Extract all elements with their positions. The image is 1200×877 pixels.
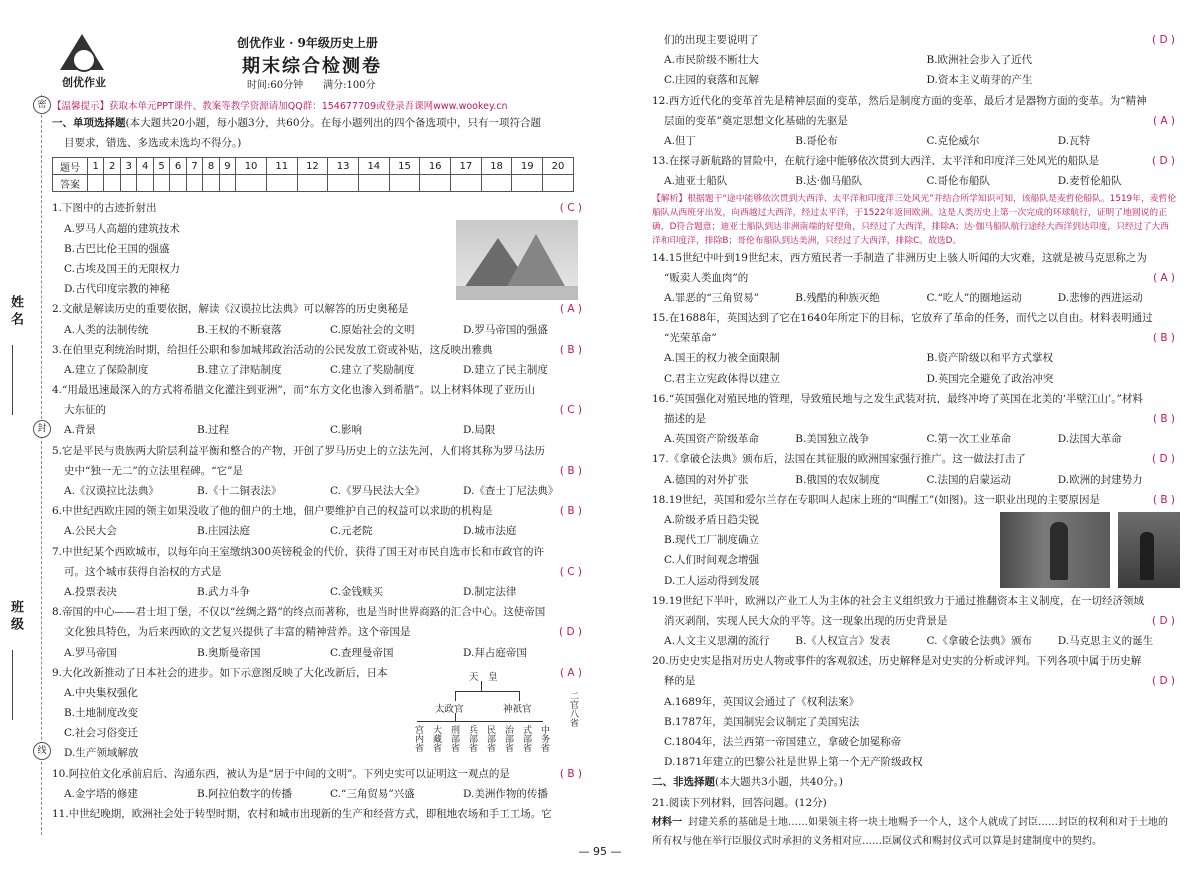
answer-mark: ( B ): [1152, 332, 1175, 345]
binding-margin: [0, 0, 48, 877]
question-8: 8.帝国的中心——君士坦丁堡，不仅以“丝绸之路”的终点而著称，也是当时世界商路的汇合中心。这使帝国: [52, 606, 546, 619]
question-12: 12.西方近代化的变革首先是精神层面的变革，然后是制度方面的变革，最后才是器物方面的变革。为“精神: [652, 94, 1147, 107]
options-row: A.罪恶的“三角贸易” B.残酷的种族灭绝 C.“吃人”的圈地运动 D.悲惨的西进运动: [664, 291, 1143, 304]
answer-mark: ( C ): [559, 404, 582, 417]
answer-cell[interactable]: [358, 175, 389, 192]
answer-mark: ( C ): [559, 565, 582, 578]
exam-header: [52, 0, 584, 112]
question-number-cell: 14: [358, 158, 389, 175]
answer-cell[interactable]: [137, 175, 153, 192]
question-10: 10.阿拉伯文化承前启后、沟通东西，被认为是“居于中间的文明”。下列史实可以证明这一观点的是 ( B ): [52, 764, 584, 784]
options-row: A.金字塔的修建 B.阿拉伯数字的传播 C.“三角贸易”兴盛 D.美洲作物的传播: [64, 787, 548, 800]
question-20: 20.历史史实是指对历史人物或事件的客观叙述，历史解释是对史实的分析或评判。下列各项中属于历史解: [652, 655, 1142, 668]
question-number-cell: 18: [481, 158, 512, 175]
diagram-leaf: 式部省: [521, 724, 531, 752]
diagram-leaf: 治部省: [503, 724, 513, 752]
options-row: A.建立了保险制度 B.建立了津贴制度 C.建立了奖励制度 D.建立了民主制度: [64, 363, 548, 376]
question-number-cell: 20: [543, 158, 574, 175]
answer-cell[interactable]: [266, 175, 297, 192]
question-number-cell: 19: [512, 158, 543, 175]
table-row: [53, 175, 574, 192]
question-19: 19.19世纪下半叶，欧洲以产业工人为主体的社会主义组织致力于通过推翻资本主义制度，在一切经济领域: [652, 594, 1145, 607]
answer-cell[interactable]: [512, 175, 543, 192]
diagram-leaf: 宫内省: [413, 724, 423, 752]
options-row: C.君主立宪政体得以建立 D.英国完全避免了政治冲突: [664, 372, 1054, 385]
question-number-cell: 2: [104, 158, 120, 175]
answer-cell[interactable]: [543, 175, 574, 192]
question-11: 11.中世纪晚期，欧洲社会处于转型时期，农村和城市出现新的生产和经营方式，即租地农场和手工工场。它: [52, 808, 552, 820]
question-number-cell: 16: [420, 158, 451, 175]
options-row: A.国王的权力被全面限制 B.资产阶级以和平方式掌权: [664, 352, 1054, 365]
diagram-leaf: 民部省: [485, 724, 495, 752]
answer-cell[interactable]: [170, 175, 186, 192]
option: A.阶级矛盾日趋尖锐: [664, 513, 759, 526]
question-17: 17.《拿破仑法典》颁布后，法国在其征服的欧洲国家强行推广。这一做法打击了 ( D ): [652, 449, 1177, 469]
question-number-cell: 3: [120, 158, 136, 175]
answer-mark: ( A ): [1152, 114, 1175, 127]
answer-grid: [52, 157, 574, 192]
question-5: 5.它是平民与贵族两大阶层利益平衡和整合的产物，开创了罗马历史上的立法先河，人们将其称为罗马法历: [52, 444, 546, 457]
options-row: A.英国资产阶级革命 B.美国独立战争 C.第一次工业革命 D.法国大革命: [664, 433, 1122, 446]
question-7: 7.中世纪某个西欧城市，以每年向王室缴纳300英镑税金的代价，获得了国王对市民自选市长和市政官的许: [52, 545, 545, 558]
answer-mark: ( D ): [559, 626, 582, 639]
logo-text: 创优作业: [62, 76, 106, 89]
answer-cell[interactable]: [481, 175, 512, 192]
answer-mark: ( B ): [1152, 413, 1175, 425]
answer-mark: ( B ): [559, 767, 582, 780]
answer-cell[interactable]: [389, 175, 420, 192]
option: D.生产领域解放: [64, 747, 139, 760]
seal-mark: 线: [33, 742, 51, 760]
taika-reform-diagram: [413, 669, 582, 769]
question-number-cell: 12: [297, 158, 328, 175]
answer-cell[interactable]: [219, 175, 235, 192]
question-number-cell: 7: [186, 158, 202, 175]
question-number-cell: 6: [170, 158, 186, 175]
options-row: C.庄园的衰落和瓦解 D.资本主义萌芽的产生: [664, 74, 1033, 87]
question-number-cell: 15: [389, 158, 420, 175]
question-number-cell: 11: [266, 158, 297, 175]
table-header-cell: 答案: [53, 175, 88, 192]
question-1: [52, 198, 584, 299]
seal-mark: 封: [33, 420, 51, 438]
options-row: A.迪亚士船队 B.达·伽马船队 C.哥伦布船队 D.麦哲伦船队: [664, 175, 1122, 188]
question-15: 15.在1688年，英国达到了它在1640年所定下的目标，它放弃了革命的任务，而代之以自由。材料表明通过: [652, 312, 1153, 325]
answer-cell[interactable]: [104, 175, 120, 192]
section-heading: 二、非选择题(本大题共3小题，共40分。): [652, 776, 843, 789]
question-11-continued: 们的出现主要说明了 ( D ): [652, 30, 1177, 50]
options-row: A.人类的法制传统 B.王权的不断衰落 C.原始社会的文明 D.罗马帝国的强盛: [64, 323, 548, 336]
answer-cell[interactable]: [236, 175, 267, 192]
answer-mark: ( D ): [1152, 155, 1175, 168]
answer-cell[interactable]: [120, 175, 136, 192]
option: D.工人运动得到发展: [664, 574, 760, 587]
question-number-cell: 17: [451, 158, 482, 175]
left-column: [52, 0, 584, 820]
option: C.古埃及国王的无限权力: [64, 262, 180, 275]
logo-emblem-icon: [72, 48, 96, 72]
question-6: 6.中世纪西欧庄园的领主如果没收了他的佃户的土地，佃户要维护自己的权益可以求助的机构是 ( B ): [52, 501, 584, 521]
option: C.人们时间观念增强: [664, 554, 759, 567]
name-blank-line: [12, 345, 13, 415]
answer-explanation: 【解析】根据题干“途中能够依次贯到大西洋、太平洋和印度洋三处风光”并结合所学知识可知，该船队是麦哲伦船队。1519年，麦哲伦船队从西班牙出发，向西越过大西洋，经过太平洋，于1522年返回欧洲。这是人类历史上第一次完成的环球航行，证明了地圆说的正确，D符合题意；迪亚士船队到达非洲南端的好望角，只经过了大西洋，排除A；达·伽马船队航行途经大西洋到达印度，只经过了大西洋和印度洋，排除B；哥伦布船队到达美洲，只经过了大西洋，排除C。故选D。: [652, 193, 1177, 246]
answer-cell[interactable]: [203, 175, 219, 192]
option: A.1689年，英国议会通过了《权利法案》: [664, 695, 860, 708]
diagram-leaf: 中务省: [539, 724, 549, 752]
answer-mark: ( B ): [559, 464, 582, 477]
photo: [1000, 512, 1110, 588]
answer-mark: ( A ): [1152, 271, 1175, 284]
option: B.现代工厂制度确立: [664, 534, 760, 547]
answer-mark: ( D ): [1152, 614, 1175, 627]
options-row: A.《汉谟拉比法典》 B.《十二铜表法》 C.《罗马民法大全》 D.《查士丁尼法典》: [64, 485, 559, 497]
option: B.1787年，美国制宪会议制定了美国宪法: [664, 715, 860, 728]
answer-mark: ( A ): [559, 303, 582, 316]
option: D.古代印度宗教的神秘: [64, 283, 170, 296]
question-9: 9.大化改新推动了日本社会的进步。如下示意图反映了大化改新后，日本 ( A ) A.中央集权强化 B.土地制度改变 C.社会习俗变迁 D.生产领域解放 天 皇 太政官 神祇官 二官八省 宫内省 大藏省 刑部省 兵部省 民部省 治部省 式部省 中务省: [52, 663, 584, 764]
section-heading: 一、单项选择题(本大题共20小题，每小题3分，共60分。在每小题列出的四个备选项中，只有一项符合题: [52, 117, 541, 129]
options-row: A.背景 B.过程 C.影响 D.局限: [64, 424, 496, 437]
option: B.古巴比伦王国的强盛: [64, 242, 170, 255]
options-row: A.投票表决 B.武力斗争 C.金钱赎买 D.制定法律: [64, 585, 517, 598]
diagram-node: 天 皇: [469, 671, 498, 683]
question-number-cell: 8: [203, 158, 219, 175]
question-13: 13.在探寻新航路的冒险中，在航行途中能够依次贯到大西洋、太平洋和印度洋三处风光的船队是 ( D ): [652, 151, 1177, 171]
option: A.中央集权强化: [64, 686, 138, 699]
answer-cell[interactable]: [297, 175, 328, 192]
class-blank-line: [12, 650, 13, 720]
diagram-leaf: 大藏省: [431, 724, 441, 752]
option: C.1804年，法兰西第一帝国建立，拿破仑加冕称帝: [664, 736, 902, 748]
name-label: 姓名: [8, 295, 23, 329]
question-number-cell: 9: [219, 158, 235, 175]
diagram-node: 神祇官: [503, 703, 532, 715]
answer-cell[interactable]: [451, 175, 482, 192]
diagram-node: 太政官: [435, 703, 464, 715]
diagram-leaf: 兵部省: [467, 724, 477, 752]
diagram-leaf: 刑部省: [449, 724, 459, 752]
answer-cell[interactable]: [186, 175, 202, 192]
section-desc: 目要求，错选、多选或未选均不得分。): [64, 137, 242, 150]
question-2: 2.文献是解读历史的重要依据，解读《汉谟拉比法典》可以解答的历史奥秘是 ( A ): [52, 299, 584, 319]
options-row: A.市民阶级不断壮大 B.欧洲社会步入了近代: [664, 54, 1033, 67]
question-number-cell: 10: [236, 158, 267, 175]
question-number-cell: 4: [137, 158, 153, 175]
diagram-side-label: 二官八省: [568, 690, 578, 727]
question-21: 21.阅读下列材料，回答问题。(12分): [652, 796, 827, 809]
class-label: 班级: [8, 600, 23, 634]
seal-cut-line: [41, 95, 42, 835]
question-18: 18.19世纪，英国和爱尔兰存在专职叫人起床上班的“叫醒工”(如图)。这一职业出现的主要原因是 ( B ) A.阶级矛盾日趋尖锐 B.现代工厂制度确立 C.人们时间观念增强 D.工人运动得到发展: [652, 490, 1177, 591]
answer-cell[interactable]: [420, 175, 451, 192]
pyramid-photo: [456, 220, 578, 300]
answer-mark: ( D ): [1152, 34, 1175, 46]
answer-cell[interactable]: [88, 175, 104, 192]
material-label: 材料一: [652, 816, 682, 828]
knocker-up-photos: [1000, 512, 1180, 588]
answer-cell[interactable]: [153, 175, 169, 192]
options-row: A.人文主义思潮的流行 B.《人权宣言》发表 C.《拿破仑法典》颁布 D.马克思主义的诞生: [664, 635, 1154, 648]
question-4: 4.“用最迅速最深入的方式将希腊文化灌注到亚洲”，而“东方文化也渗入到希腊”。以上材料体现了亚历山: [52, 384, 535, 397]
resource-notice: 【温馨提示】获取本单元PPT课件、教案等教学资源请加QQ群：154677709或登录吾课网www.wookey.cn: [52, 101, 508, 112]
question-16: 16.“英国强化对殖民地的管理，导致殖民地与之发生武装对抗，最终冲垮了英国在北美的‘半壁江山’。”材料: [652, 392, 1143, 405]
answer-mark: ( C ): [559, 202, 582, 215]
table-header-cell: 题号: [53, 158, 88, 175]
seal-mark: 密: [33, 96, 51, 114]
answer-mark: ( D ): [1152, 675, 1175, 688]
answer-mark: ( B ): [559, 343, 582, 356]
option: C.社会习俗变迁: [64, 727, 138, 740]
exam-title: 期末综合检测卷: [242, 56, 382, 77]
page-number: — 95 —: [578, 845, 622, 858]
book-title: 创优作业 · 9年级历史上册: [237, 36, 378, 50]
option: B.土地制度改变: [64, 707, 139, 720]
question-number-cell: 5: [153, 158, 169, 175]
answer-mark: ( B ): [559, 505, 582, 518]
answer-mark: ( B ): [1152, 493, 1175, 506]
options-row: A.公民大会 B.庄园法庭 C.元老院 D.城市法庭: [64, 525, 517, 538]
question-number-cell: 1: [88, 158, 104, 175]
option: D.1871年建立的巴黎公社是世界上第一个无产阶级政权: [664, 756, 923, 769]
left-body: 一、单项选择题(本大题共20小题，每小题3分，共60分。在每小题列出的四个备选项中，只有一项符合题 目要求，错选、多选或未选均不得分。) 题号 1 2 3 4 5 6 7 8 9 10 11 12 13 14 15 16 17 18 19 20 答案 1.下图中的古迹折射出 ( C ) A.罗马人高超的建筑技术 B.古巴比伦王国的强盛 C.古埃及国王的无限权力 D.古代印度宗教的神秘 2.文献是解读历史的重要依据，解读《汉谟拉比法典》可以解答的历史奥秘是 ( A ) A.人类的法制传统 B.王权的不断衰落 C.原始社会的文明 D.罗马帝国的强盛 3.在伯里克利统治时期，给担任公职和参加城邦政治活动的公民发放工资或补贴，这反映出雅典 ( B ) A.建立了保险制度 B.建立了津贴制度 C.建立了奖励制度 D.建立了民主制度 4.“用最迅速最深入的方式将希腊文化灌注到亚洲”，而“东方文化也渗入到希腊”。以上材料体现了亚历山 大东征的 ( C ) A.背景 B.过程 C.影响 D.局限 5.它是平民与贵族两大阶层利益平衡和整合的产物，开创了罗马历史上的立法先河，人们将其称为罗马法历 史中“独一无二”的立法里程碑。“它”是 ( B ) A.《汉谟拉比法典》 B.《十二铜表法》 C.《罗马民法大全》 D.《查士丁尼法典》 6.中世纪西欧庄园的领主如果没收了他的佃户的土地，佃户要维护自己的权益可以求助的机构是 ( B ) A.公民大会 B.庄园法庭 C.元老院 D.城市法庭 7.中世纪某个西欧城市，以每年向王室缴纳300英镑税金的代价，获得了国王对市民自选市长和市政官的许 可。这个城市获得自治权的方式是 ( C ) A.投票表决 B.武力斗争 C.金钱赎买 D.制定法律 8.帝国的中心——君士坦丁堡，不仅以“丝绸之路”的终点而著称，也是当时世界商路的汇合中心。这使帝国 文化独具特色，为后来西欧的文艺复兴提供了丰富的精神营养。这个帝国是 ( D ) A.罗马帝国 B.奥斯曼帝国 C.查理曼帝国 D.拜占庭帝国 9.大化改新推动了日本社会的进步。如下示意图反映了大化改新后，日本 ( A ) A.中央集权强化 B.土地制度改变 C.社会习俗变迁 D.生产领域解放 天 皇 太政官 神祇官 二官八省 宫内省 大藏省 刑部省 兵部省 民部省 治部省 式部省 中务省 10.阿拉伯文化承前启后、沟通东西，被认为是“居于中间的文明”。下列史实可以证明这一观点的是 ( B ) A.金字塔的修建 B.阿拉伯数字的传播 C.“三角贸易”兴盛 D.美洲作物的传播 11.中世纪晚期，欧洲社会处于转型时期，农村和城市出现新的生产和经营方式，即租地农场和手工工场。它: [52, 113, 584, 824]
exam-meta: 时间:60分钟 满分:100分: [247, 80, 376, 91]
question-3: 3.在伯里克利统治时期，给担任公职和参加城邦政治活动的公民发放工资或补贴，这反映出雅典 ( B ): [52, 340, 584, 360]
options-row: A.德国的对外扩张 B.俄国的农奴制度 C.法国的启蒙运动 D.欧洲的封建势力: [664, 473, 1143, 486]
question-14: 14.15世纪中叶到19世纪末，西方殖民者一手制造了非洲历史上骇人听闻的大灾难，这就是被马克思称之为: [652, 251, 1147, 264]
options-row: A.罗马帝国 B.奥斯曼帝国 C.查理曼帝国 D.拜占庭帝国: [64, 646, 527, 659]
table-row: [53, 158, 574, 175]
answer-mark: ( D ): [1152, 453, 1175, 466]
brand-logo: [52, 34, 114, 94]
photo: [1118, 512, 1180, 588]
question-number-cell: 13: [328, 158, 359, 175]
right-body: 们的出现主要说明了 ( D ) A.市民阶级不断壮大 B.欧洲社会步入了近代 C.庄园的衰落和瓦解 D.资本主义萌芽的产生 12.西方近代化的变革首先是精神层面的变革，然后是制度方面的变革，最后才是器物方面的变革。为“精神 层面的变革”奠定思想文化基础的先驱是 ( A ) A.但丁 B.哥伦布 C.克伦威尔 D.瓦特 13.在探寻新航路的冒险中，在航行途中能够依次贯到大西洋、太平洋和印度洋三处风光的船队是 ( D ) A.迪亚士船队 B.达·伽马船队 C.哥伦布船队 D.麦哲伦船队 【解析】根据题干“途中能够依次贯到大西洋、太平洋和印度洋三处风光”并结合所学知识可知，该船队是麦哲伦船队。1519年，麦哲伦船队从西班牙出发，向西越过大西洋，经过太平洋，于1522年返回欧洲。这是人类历史上第一次完成的环球航行，证明了地圆说的正确，D符合题意；迪亚士船队到达非洲南端的好望角，只经过了大西洋，排除A；达·伽马船队航行途经大西洋到达印度，只经过了大西洋和印度洋，排除B；哥伦布船队到达美洲，只经过了大西洋，排除C。故选D。 14.15世纪中叶到19世纪末，西方殖民者一手制造了非洲历史上骇人听闻的大灾难，这就是被马克思称之为 “贩卖人类血肉”的 ( A ) A.罪恶的“三角贸易” B.残酷的种族灭绝 C.“吃人”的圈地运动 D.悲惨的西进运动 15.在1688年，英国达到了它在1640年所定下的目标，它放弃了革命的任务，而代之以自由。材料表明通过 “光荣革命” ( B ) A.国王的权力被全面限制 B.资产阶级以和平方式掌权 C.君主立宪政体得以建立 D.英国完全避免了政治冲突 16.“英国强化对殖民地的管理，导致殖民地与之发生武装对抗，最终冲垮了英国在北美的‘半壁江山’。”材料 描述的是 ( B ) A.英国资产阶级革命 B.美国独立战争 C.第一次工业革命 D.法国大革命 17.《拿破仑法典》颁布后，法国在其征服的欧洲国家强行推广。这一做法打击了 ( D ) A.德国的对外扩张 B.俄国的农奴制度 C.法国的启蒙运动 D.欧洲的封建势力 18.19世纪，英国和爱尔兰存在专职叫人起床上班的“叫醒工”(如图)。这一职业出现的主要原因是 ( B ) A.阶级矛盾日趋尖锐 B.现代工厂制度确立 C.人们时间观念增强 D.工人运动得到发展 19.19世纪下半叶，欧洲以产业工人为主体的社会主义组织致力于通过推翻资本主义制度，在一切经济领域 消灭剥削，实现人民大众的平等。这一现象出现的历史背景是 ( D ) A.人文主义思潮的流行 B.《人权宣言》发表 C.《拿破仑法典》颁布 D.马克思主义的诞生 20.历史史实是指对历史人物或事件的客观叙述，历史解释是对史实的分析或评判。下列各项中属于历史解 释的是 ( D ) A.1689年，英国议会通过了《权利法案》 B.1787年，美国制宪会议制定了美国宪法 C.1804年，法兰西第一帝国建立，拿破仑加冕称帝 D.1871年建立的巴黎公社是世界上第一个无产阶级政权 二、非选择题(本大题共3小题，共40分。) 21.阅读下列材料，回答问题。(12分) 材料一 封建关系的基础是土地……如果领主将一块土地赐予一个人，这个人就成了封臣……封臣的权利和对于土地的所有权与他在举行臣服仪式时承担的义务相对应……臣属仪式和赐封仪式可以算是封建制度中的契约。: [652, 30, 1177, 853]
question-stem: 1.下图中的古迹折射出: [52, 202, 157, 215]
material-text: 材料一 封建关系的基础是土地……如果领主将一块土地赐予一个人，这个人就成了封臣……封臣的权利和对于土地的所有权与他在举行臣服仪式时承担的义务相对应……臣属仪式和赐封仪式可以算是封建制度中的契约。: [652, 816, 1168, 847]
answer-cell[interactable]: [328, 175, 359, 192]
option: A.罗马人高超的建筑技术: [64, 222, 180, 235]
options-row: A.但丁 B.哥伦布 C.克伦威尔 D.瓦特: [664, 134, 1091, 147]
answer-mark: ( A ): [559, 666, 582, 679]
